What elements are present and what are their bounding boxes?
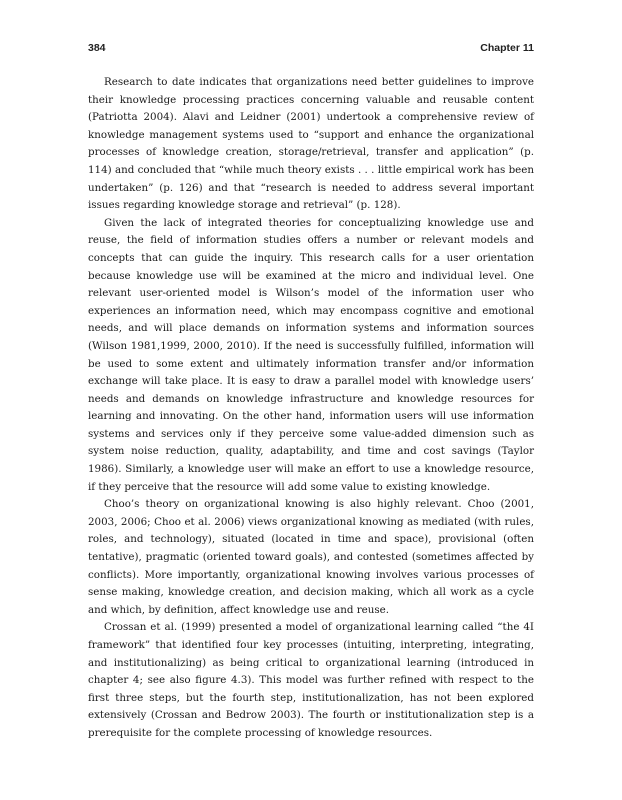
body-text: [88, 74, 534, 743]
chapter-label: Chapter 11: [480, 42, 534, 54]
running-head: [88, 42, 534, 58]
paragraph-crossan-4i-framework: Crossan et al. (1999) presented a model of organizational learning called “the 4I framework” that identified four key processes (intuiting, interpreting, integrating, and institutionalizing) as being critical to organizational learning (introduced in chapter 4; see also figure 4.3). This model was further refined with respect to the first three steps, but the fourth step, institutionalization, has not been explored extensively (Crossan and Bedrow 2003). The fourth or institutionalization step is a prerequisite for the complete processing of knowledge resources.: [88, 621, 534, 739]
page-number: 384: [88, 42, 106, 54]
paragraph-research-to-date: Research to date indicates that organizations need better guidelines to improve their knowledge processing practices concerning valuable and reusable content (Patriotta 2004). Alavi and Leidner (2001) undertook a comprehensive review of knowledge management systems used to “support and enhance the organizational processes of knowledge creation, storage/retrieval, transfer and application” (p. 114) and concluded that “while much theory exists . . . little empirical work has been undertaken” (p. 126) and that “research is needed to address several important issues regarding knowledge storage and retrieval” (p. 128).: [88, 76, 534, 212]
paragraph-choo-theory: Choo’s theory on organizational knowing is also highly relevant. Choo (2001, 2003, 2006; Choo et al. 2006) views organizational knowing as mediated (with rules, roles, and technology), situated (located in time and space), provisional (often tentative), pragmatic (oriented toward goals), and contested (sometimes affected by conflicts). More importantly, organizational knowing involves various processes of sense making, knowledge creation, and decision making, which all work as a cycle and which, by definition, affect knowledge use and reuse.: [88, 498, 534, 616]
paragraph-lack-of-integrated-theories: Given the lack of integrated theories for conceptualizing knowledge use and reuse, the field of information studies offers a number or relevant models and concepts that can guide the inquiry. This research calls for a user orientation because knowledge use will be examined at the micro and individual level. One relevant user-oriented model is Wilson’s model of the information user who experiences an information need, which may encompass cognitive and emotional needs, and will place demands on information systems and information sources (Wilson 1981,1999, 2000, 2010). If the need is successfully fulfilled, information will be used to some extent and ultimately information transfer and/or information exchange will take place. It is easy to draw a parallel model with knowledge users’ needs and demands on knowledge infrastructure and knowledge resources for learning and innovating. On the other hand, information users will use information systems and services only if they perceive some value-added dimension such as system noise reduction, quality, adaptability, and time and cost savings (Taylor 1986). Similarly, a knowledge user will make an effort to use a knowledge resource, if they perceive that the resource will add some value to existing knowledge.: [88, 216, 534, 493]
